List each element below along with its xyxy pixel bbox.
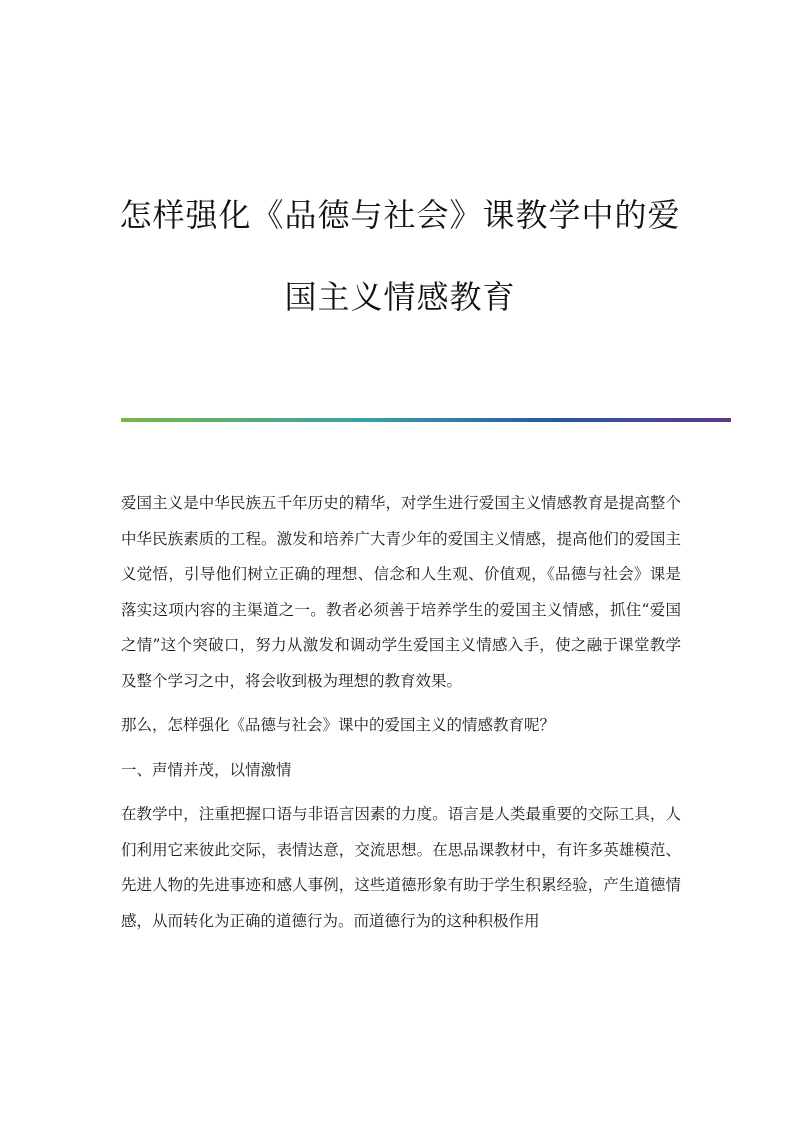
document-title-line-1: 怎样强化《品德与社会》课教学中的爱 [119,196,681,234]
paragraph-section-1: 在教学中，注重把握口语与非语言因素的力度。语言是人类最重要的交际工具，人们利用它来彼此交际，表情达意，交流思想。在思品课教材中，有许多英雄模范、先进人物的先进事迹和感人事例，这些道德形象有助于学生积累经验，产生道德情感，从而转化为正确的道德行为。而道德行为的这种积极作用 [121,805,681,930]
paragraph-intro: 爱国主义是中华民族五千年历史的精华，对学生进行爱国主义情感教育是提高整个中华民族素质的工程。激发和培养广大青少年的爱国主义情感，提高他们的爱国主义觉悟，引导他们树立正确的理想、信念和人生观、价值观，《品德与社会》课是落实这项内容的主渠道之一。教者必须善于培养学生的爱国主义情感，抓住“爱国之情”这个突破口，努力从激发和调动学生爱国主义情感入手，使之融于课堂教学及整个学习之中，将会收到极为理想的教育效果。 [121,494,681,690]
section-heading-1: 一、声情并茂，以情激情 [121,760,292,779]
paragraph-question: 那么，怎样强化《品德与社会》课中的爱国主义的情感教育呢？ [121,716,556,734]
document-body [121,486,681,948]
title-divider [121,418,731,422]
document-title-line-2: 国主义情感教育 [284,278,516,316]
